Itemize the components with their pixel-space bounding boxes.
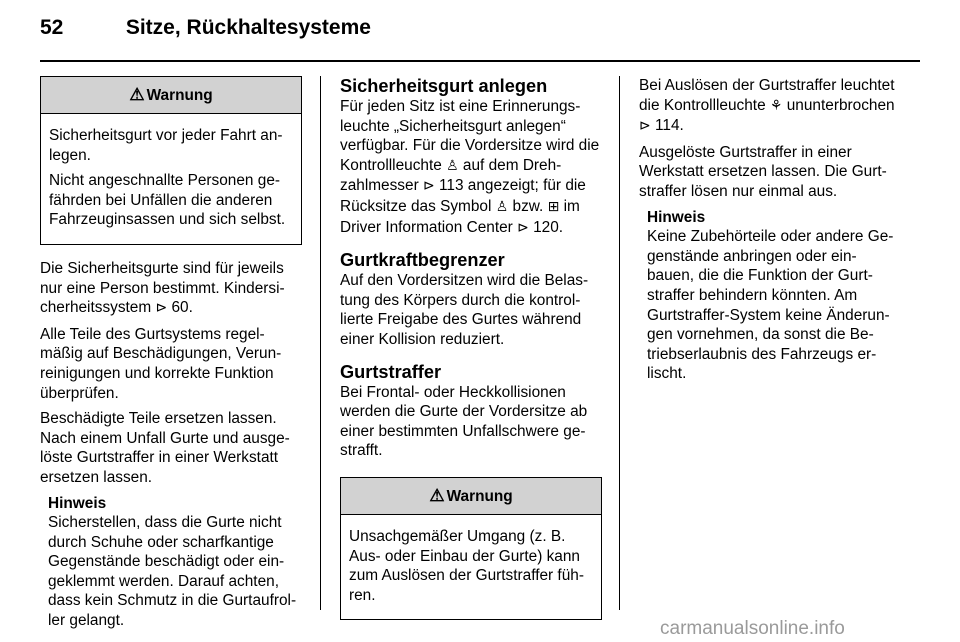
page-ref-icon: ⊳ (155, 300, 168, 317)
paragraph-text: 113 angezeigt; für die Rücksitze das Symbol (340, 177, 586, 215)
paragraph-text: Bei Auslösen der Gurtstraffer leuchtet die Kontrollleuchte (639, 77, 895, 114)
section-heading: Sicherheitsgurt anlegen (340, 76, 548, 96)
paragraph (40, 259, 302, 319)
note-text: Keine Zubehörteile oder andere Ge-genstände anbringen oder ein-bauen, die die Funktion der Gurt-straffer behindern könnten. Am Gurtstraffer-System keine Änderun-gen vornehmen, da sonst die Be-triebserlaubnis des Fahrzeugs er-lischt. (647, 228, 894, 383)
note (40, 494, 302, 631)
note-text: Sicherstellen, dass die Gurte nicht durch Schuhe oder scharfkantige Gegenstände beschädigt oder ein-geklemmt werden. Darauf achten, dass kein Schmutz in die Gurtaufrol-ler gelangt. (48, 514, 297, 630)
warning-body (41, 114, 301, 244)
column-2 (340, 76, 602, 634)
warning-header (341, 478, 601, 515)
column-1 (40, 76, 302, 631)
paragraph-text: bzw. (508, 197, 548, 215)
page-number: 52 (40, 16, 64, 39)
warning-icon: ⚠ (429, 485, 445, 505)
header-rule (40, 60, 920, 62)
seatbelt-icon: ♙ (446, 157, 459, 174)
paragraph-text: Die Sicherheitsgurte sind für jeweils nur eine Person bestimmt. Kindersi-cherheitssystem (40, 259, 285, 317)
column-divider-2 (619, 76, 620, 610)
page-ref-icon: ⊳ (517, 219, 529, 236)
paragraph (639, 76, 903, 137)
paragraph (340, 97, 602, 238)
page-ref: 114. (655, 117, 684, 135)
warning-title: Warnung (446, 487, 513, 505)
warning-title: Warnung (146, 87, 213, 104)
warning-text: Nicht angeschnallte Personen ge-fährden bei Unfällen die anderen Fahrzeuginsassen und sich selbst. (49, 172, 286, 229)
watermark: carmanualsonline.info (660, 618, 845, 639)
paragraph-text: Für jeden Sitz ist eine Erinnerungs-leuchte „Sicherheitsgurt anlegen“ verfügbar. Für die Vordersitze wird die Kontrollleuchte (340, 98, 600, 174)
page-header (40, 16, 371, 46)
column-divider-1 (320, 76, 321, 610)
seatbelt-icon: ♙ (495, 198, 509, 215)
paragraph: Auf den Vordersitzen wird die Belas-tung des Körpers durch die kontrol-lierte Freigabe des Gurtes während einer Kollision reduziert. (340, 272, 589, 348)
warning-text: Unsachgemäßer Umgang (z. B. Aus- oder Einbau der Gurte) kann zum Auslösen der Gurtstraffer füh-ren. (349, 527, 584, 604)
paragraph-text: ununterbrochen (782, 96, 895, 114)
page-ref: 60. (171, 299, 193, 317)
warning-body (341, 515, 601, 619)
warning-text: Sicherheitsgurt vor jeder Fahrt an-legen. (49, 127, 283, 164)
warning-icon: ⚠ (129, 85, 145, 104)
note (639, 208, 903, 384)
note-title: Hinweis (48, 494, 107, 512)
paragraph: Beschädigte Teile ersetzen lassen. Nach einem Unfall Gurte und ausge-löste Gurtstraffer in einer Werkstatt ersetzen lassen. (40, 410, 290, 486)
warning-box (40, 76, 302, 245)
paragraph-text: im Driver Information Center (340, 197, 580, 236)
paragraph: Alle Teile des Gurtsystems regel-mäßig auf Beschädigungen, Verun-reinigungen und korrekte Funktion überprüfen. (40, 325, 282, 402)
note-title: Hinweis (647, 208, 706, 226)
airbag-icon: ⚘ (769, 97, 783, 114)
page-ref-icon: ⊳ (422, 178, 435, 195)
column-3 (639, 76, 903, 384)
page-title: Sitze, Rückhaltesysteme (125, 16, 371, 39)
paragraph: Ausgelöste Gurtstraffer in einer Werkstatt ersetzen lassen. Die Gurt-straffer lösen nur einmal aus. (639, 143, 887, 200)
rear-seatbelt-icon: ⊞ (547, 198, 560, 215)
paragraph: Bei Frontal- oder Heckkollisionen werden die Gurte der Vordersitze ab einer bestimmten Unfallschwere ge-strafft. (340, 383, 588, 460)
page-ref-icon: ⊳ (639, 118, 651, 135)
paragraph-text: auf dem Dreh-zahlmesser (340, 156, 562, 195)
warning-header (41, 77, 301, 114)
section-heading: Gurtstraffer (340, 361, 442, 382)
page-ref: 120. (533, 218, 564, 236)
warning-box (340, 477, 602, 620)
section-heading: Gurtkraftbegrenzer (340, 250, 505, 271)
